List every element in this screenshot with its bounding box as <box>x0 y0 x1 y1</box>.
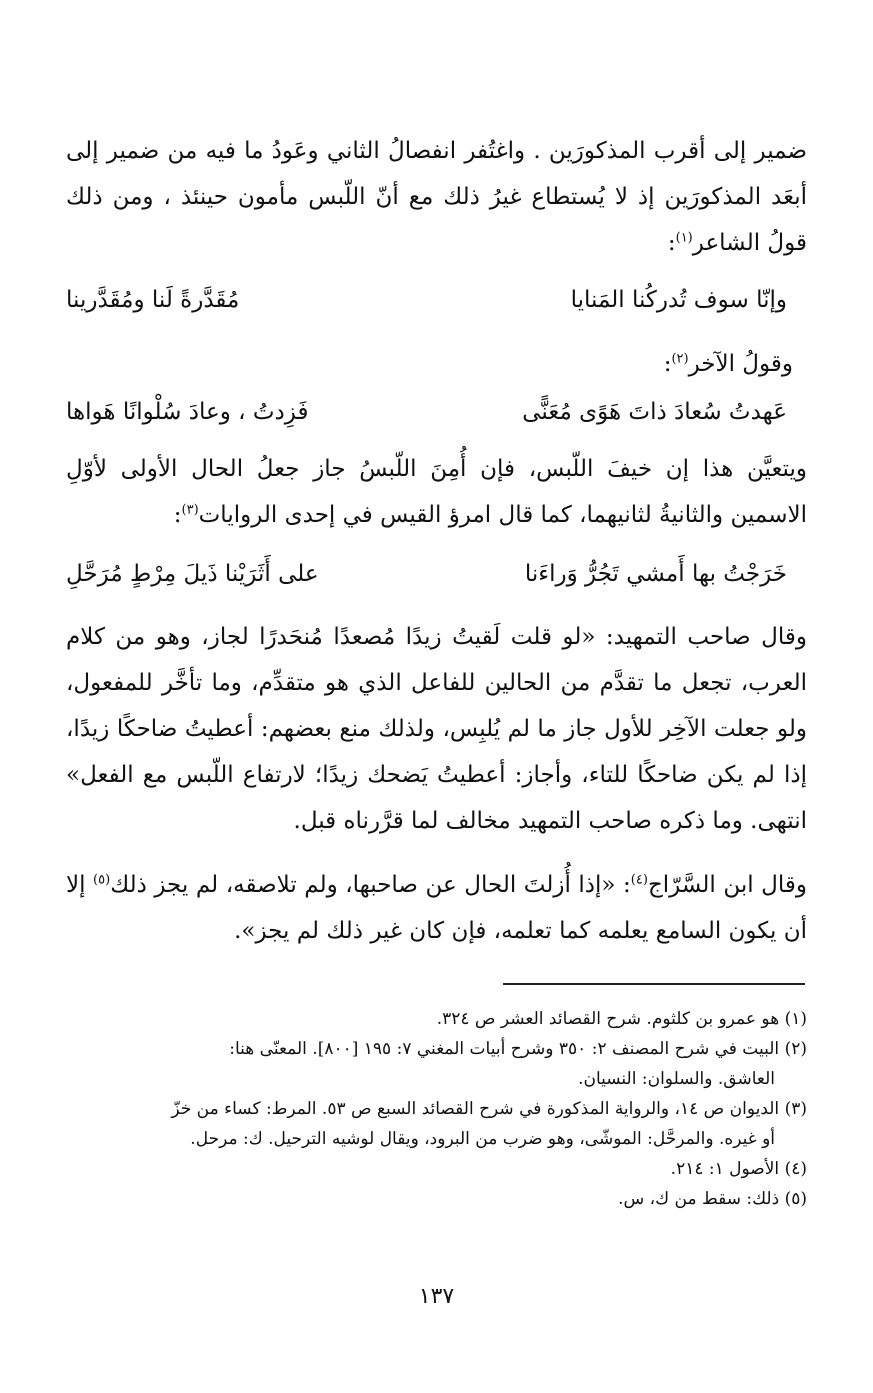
footnote-separator <box>503 983 805 985</box>
verse-2-intro-colon: : <box>663 351 672 377</box>
verse-1-second-hemistich: مُقَدَّرةً لَنا ومُقَدَّرينا <box>66 287 240 313</box>
footnote-3-number: (٣) <box>784 1099 807 1119</box>
footnote-5-text: ذلك: سقط من ك، س. <box>618 1189 780 1209</box>
paragraph-3 <box>66 614 807 844</box>
page-number: ١٣٧ <box>418 1284 455 1309</box>
footnote-2-text-cont: العاشق. والسلوان: النسيان. <box>578 1069 775 1089</box>
footnote-ref-2: (٢) <box>671 351 689 367</box>
verse-2-second-hemistich: فَزِدتُ ، وعادَ سُلْوانًا هَواها <box>66 399 309 425</box>
footnote-2-text: البيت في شرح المصنف ٢: ٣٥٠ وشرح أبيات المغني ٧: ١٩٥ [٨٠٠]. المعنّى هنا: <box>229 1039 780 1059</box>
verse-1-first-hemistich: وإنّا سوف تُدركُنا المَنايا <box>570 287 787 313</box>
footnote-1 <box>66 1004 807 1034</box>
footnote-4-text: الأصول ١: ٢١٤. <box>670 1159 780 1179</box>
footnote-5-number: (٥) <box>784 1189 807 1209</box>
footnote-5 <box>66 1184 807 1214</box>
paragraph-3-text: وقال صاحب التمهيد: «لو قلت لَقيتُ زيدًا مُصعدًا مُنحَدرًا لجاز، وهو من كلام العرب، تجعل ما تقدَّم من الحالين للفاعل الذي هو متقدِّم، وما تأخَّر للمفعول، ولو جعلت الآخِر للأول جاز ما لم يُلبِس، ولذلك منع بعضهم: أعطيتُ ضاحكًا زيدًا، إذا لم يكن ضاحكًا للتاء، وأجاز: أعطيتُ يَضحك زيدًا؛ لارتفاع اللّبس مع الفعل» انتهى. وما ذكره صاحب التمهيد مخالف لما قرَّرناه قبل. <box>66 624 807 834</box>
footnote-ref-5: (٥) <box>93 872 111 888</box>
footnote-ref-3: (٣) <box>181 502 199 518</box>
footnote-1-number: (١) <box>784 1009 807 1029</box>
footnote-3 <box>66 1094 807 1124</box>
verse-1 <box>66 280 807 320</box>
footnote-ref-1: (١) <box>675 230 693 246</box>
paragraph-1-colon: : <box>667 230 676 256</box>
paragraph-4-text-a: وقال ابن السَّرّاج <box>647 872 807 898</box>
footnote-3-continuation <box>66 1124 807 1154</box>
verse-2-first-hemistich: عَهدتُ سُعادَ ذاتَ هَوًى مُعَنًّى <box>522 399 787 425</box>
footnote-2-continuation <box>66 1064 807 1094</box>
verse-3-second-hemistich: على أَثَرَيْنا ذَيلَ مِرْطٍ مُرَحَّلِ <box>66 561 319 587</box>
paragraph-4 <box>66 862 807 954</box>
paragraph-1 <box>66 128 807 266</box>
footnote-3-text-cont: أو غيره. والمرحَّل: الموشّى، وهو ضرب من البرود، ويقال لوشيه الترحيل. ك: مرحل. <box>190 1129 775 1149</box>
footnote-ref-4: (٤) <box>630 872 648 888</box>
paragraph-4-text-b: : «إذا أُزلتَ الحال عن صاحبها، ولم تلاصقه، لم يجز ذلك <box>110 872 631 898</box>
footnotes <box>66 1004 807 1214</box>
footnote-4 <box>66 1154 807 1184</box>
paragraph-2 <box>66 446 807 538</box>
footnote-1-text: هو عمرو بن كلثوم. شرح القصائد العشر ص ٣٢٤. <box>436 1009 780 1029</box>
footnote-2-number: (٢) <box>784 1039 807 1059</box>
footnote-3-text: الديوان ص ١٤، والرواية المذكورة في شرح القصائد السبع ص ٥٣. المرط: كساء من خزّ <box>171 1099 780 1119</box>
verse-3 <box>66 554 807 594</box>
footnote-4-number: (٤) <box>784 1159 807 1179</box>
paragraph-4-text-c: إلا أن يكون السامع يعلمه كما تعلمه، فإن كان غير ذلك لم يجز». <box>66 872 807 944</box>
verse-2 <box>66 392 807 432</box>
footnote-2 <box>66 1034 807 1064</box>
verse-2-intro-text: وقولُ الآخر <box>688 351 793 377</box>
verse-2-intro <box>664 344 793 384</box>
paragraph-1-text: ضمير إلى أقرب المذكورَين . واغتُفر انفصالُ الثاني وعَودُ ما فيه من ضمير إلى أبعَد المذكورَين إذ لا يُستطاع غيرُ ذلك مع أنّ اللّبس مأمون حينئذ ، ومن ذلك قولُ الشاعر <box>66 138 807 256</box>
paragraph-2-colon: : <box>173 502 182 528</box>
verse-3-first-hemistich: خَرَجْتُ بها أَمشي تَجُرُّ وَراءَنا <box>524 561 787 587</box>
paragraph-2-text: ويتعيَّن هذا إن خيفَ اللّبس، فإن أُمِنَ اللّبسُ جاز جعلُ الحال الأولى لأوّلِ الاسمين والثانيةُ لثانيهما، كما قال امرؤ القيس في إحدى الروايات <box>66 456 807 528</box>
